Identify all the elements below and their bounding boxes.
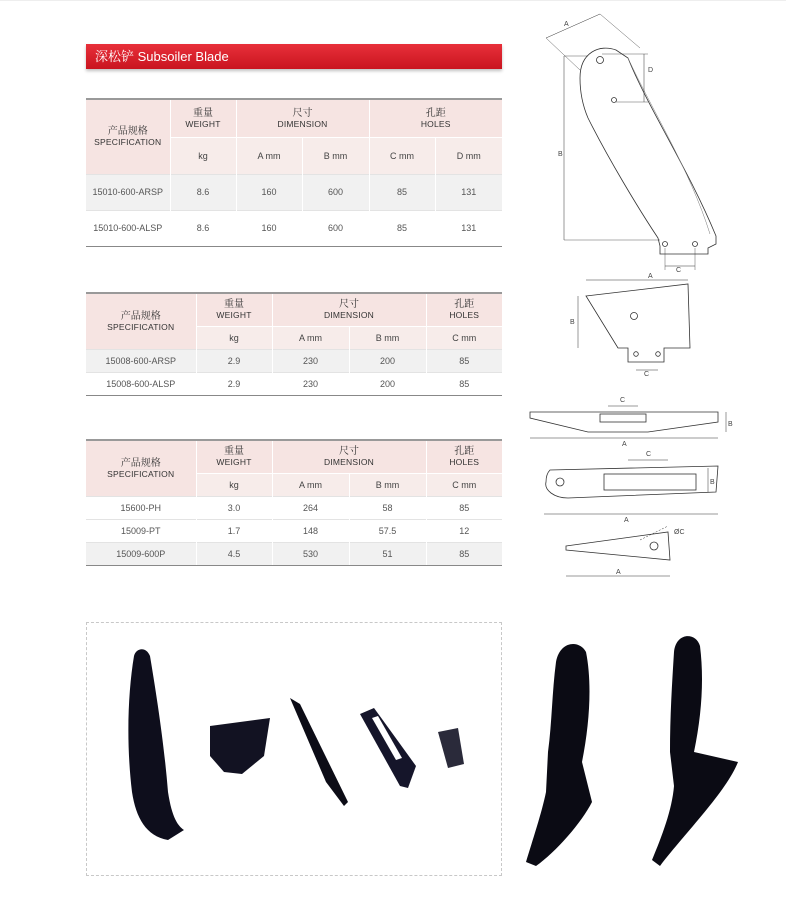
unit-c: C mm (369, 137, 435, 174)
unit-a: A mm (236, 137, 302, 174)
cell-weight: 4.5 (196, 542, 272, 565)
cell-weight: 2.9 (196, 372, 272, 395)
unit-c: C mm (426, 326, 502, 349)
drawing-blade-shank (546, 14, 716, 274)
dim-label-a: A (616, 569, 621, 576)
cell-spec: 15010-600-ALSP (86, 210, 170, 246)
cell-b: 600 (302, 174, 369, 210)
table-row (86, 496, 502, 519)
dim-label-d: D (648, 67, 654, 74)
dim-label-a: A (564, 21, 569, 28)
unit-a: A mm (272, 326, 349, 349)
cell-c: 85 (369, 174, 435, 210)
unit-a: A mm (272, 473, 349, 496)
spec-header: 产品规格 SPECIFICATION (86, 440, 196, 496)
cell-spec: 15010-600-ARSP (86, 174, 170, 210)
spec-table-points (86, 439, 502, 566)
unit-b: B mm (349, 326, 426, 349)
drawing-tapered-point (566, 526, 685, 576)
cell-b: 57.5 (349, 519, 426, 542)
spec-header: 产品规格 SPECIFICATION (86, 293, 196, 349)
holes-header: 孔距 HOLES (369, 99, 502, 137)
table-row (86, 542, 502, 565)
photo-assembled-left (526, 644, 592, 866)
cell-spec: 15600-PH (86, 496, 196, 519)
photo-assembled-right (652, 636, 738, 866)
drawing-narrow-point (544, 451, 718, 524)
dim-label-b: B (710, 479, 715, 486)
unit-b: B mm (302, 137, 369, 174)
unit-kg: kg (170, 137, 236, 174)
spec-table-wing (86, 292, 502, 396)
technical-drawings (528, 8, 768, 578)
cell-weight: 3.0 (196, 496, 272, 519)
unit-kg: kg (196, 473, 272, 496)
photo-small-point (438, 728, 464, 768)
section-title: 深松铲 Subsoiler Blade (86, 44, 502, 69)
unit-c: C mm (426, 473, 502, 496)
photo-slotted-point (360, 708, 416, 788)
dim-label-c: C (676, 267, 682, 274)
dim-label-a: A (648, 273, 653, 280)
cell-c: 85 (369, 210, 435, 246)
product-photos (86, 622, 786, 892)
cell-weight: 8.6 (170, 174, 236, 210)
dim-label-b: B (728, 421, 733, 428)
cell-b: 200 (349, 349, 426, 372)
cell-weight: 1.7 (196, 519, 272, 542)
dimension-header: 尺寸 DIMENSION (272, 293, 426, 326)
dim-label-b: B (570, 319, 575, 326)
cell-b: 600 (302, 210, 369, 246)
unit-b: B mm (349, 473, 426, 496)
cell-a: 160 (236, 210, 302, 246)
weight-header: 重量 WEIGHT (196, 293, 272, 326)
drawing-wing-plate (570, 273, 690, 378)
cell-weight: 2.9 (196, 349, 272, 372)
cell-c: 85 (426, 372, 502, 395)
weight-header: 重量 WEIGHT (170, 99, 236, 137)
cell-c: 85 (426, 496, 502, 519)
drawing-flat-point (530, 397, 733, 448)
cell-a: 530 (272, 542, 349, 565)
cell-b: 51 (349, 542, 426, 565)
cell-c: 85 (426, 349, 502, 372)
cell-b: 200 (349, 372, 426, 395)
cell-b: 58 (349, 496, 426, 519)
cell-spec: 15009-600P (86, 542, 196, 565)
dim-label-a: A (622, 441, 627, 448)
dim-label-c: C (644, 371, 650, 378)
holes-header: 孔距 HOLES (426, 440, 502, 473)
dimension-header: 尺寸 DIMENSION (272, 440, 426, 473)
spec-table-subsoiler-blade (86, 98, 502, 247)
table-row (86, 174, 502, 210)
photo-blade-shank (128, 649, 184, 840)
dim-label-c: C (620, 397, 626, 404)
page-top-rule (0, 0, 786, 1)
cell-d: 131 (435, 210, 502, 246)
cell-a: 264 (272, 496, 349, 519)
table-row (86, 349, 502, 372)
cell-a: 148 (272, 519, 349, 542)
photo-wing-plate (210, 718, 270, 774)
dim-label-c: C (646, 451, 652, 458)
unit-d: D mm (435, 137, 502, 174)
table-row (86, 210, 502, 246)
cell-a: 160 (236, 174, 302, 210)
weight-header: 重量 WEIGHT (196, 440, 272, 473)
dim-label-phi-c: ØC (674, 529, 685, 536)
cell-spec: 15008-600-ARSP (86, 349, 196, 372)
cell-spec: 15009-PT (86, 519, 196, 542)
cell-d: 131 (435, 174, 502, 210)
cell-weight: 8.6 (170, 210, 236, 246)
table-row (86, 372, 502, 395)
cell-c: 85 (426, 542, 502, 565)
cell-a: 230 (272, 349, 349, 372)
spec-header: 产品规格 SPECIFICATION (86, 99, 170, 174)
dim-label-b: B (558, 151, 563, 158)
dim-label-a: A (624, 517, 629, 524)
cell-c: 12 (426, 519, 502, 542)
unit-kg: kg (196, 326, 272, 349)
cell-a: 230 (272, 372, 349, 395)
cell-spec: 15008-600-ALSP (86, 372, 196, 395)
table-row (86, 519, 502, 542)
dimension-header: 尺寸 DIMENSION (236, 99, 369, 137)
photo-knife (290, 698, 348, 806)
holes-header: 孔距 HOLES (426, 293, 502, 326)
